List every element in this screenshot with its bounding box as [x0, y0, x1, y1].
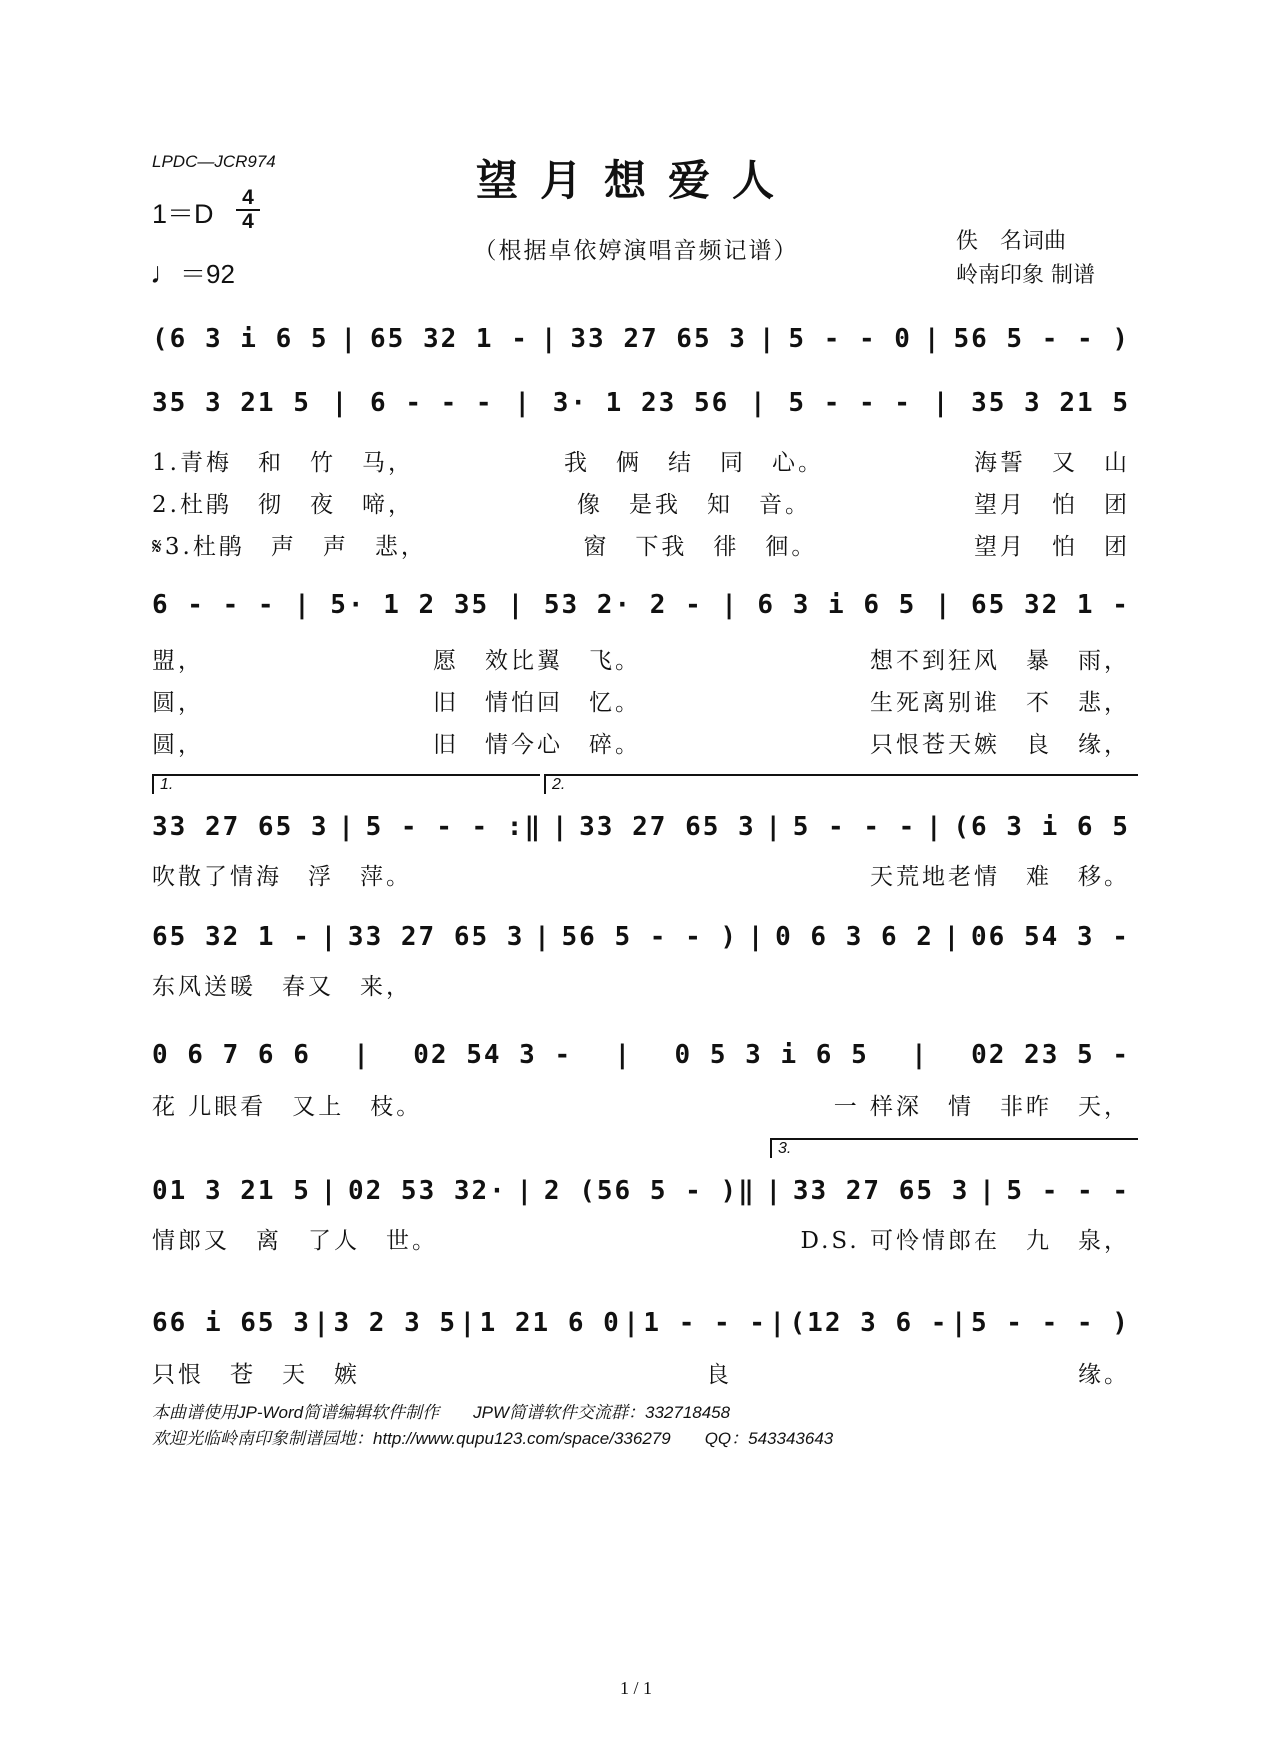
measure: 0 5 3 i 6 5: [674, 1040, 869, 1070]
lyric-line: [152, 642, 1130, 675]
volta-bracket: 1.: [152, 774, 540, 794]
notation-system-8: [152, 1308, 1130, 1338]
lyric-line: [152, 1088, 1130, 1121]
barline: |: [320, 922, 339, 952]
barline: |: [540, 324, 559, 354]
barline: |: [769, 1308, 788, 1338]
measure: 0 6 7 6 6: [152, 1040, 311, 1070]
measure: 01 3 21 5: [152, 1176, 311, 1206]
tempo-marking: [150, 254, 235, 291]
lyric-fragment: 我 俩 结 同 心。: [563, 450, 824, 476]
lyric-line: [152, 486, 1130, 519]
measure: 56 5 - - ): [953, 324, 1130, 354]
barline: |: [747, 922, 766, 952]
measure: 02 53 32·: [347, 1176, 507, 1206]
lyric-fragment: 窗 下我 徘 徊。: [583, 534, 818, 560]
barline: |: [320, 1176, 339, 1206]
measure: 5 - - -: [792, 812, 917, 842]
lyric-line: [152, 1222, 1130, 1255]
barline: |: [750, 388, 768, 418]
barline: |: [551, 812, 570, 842]
measure: 5· 1 2 35: [330, 590, 490, 620]
lyric-fragment: 2.杜鹃 彻 夜 啼，: [152, 492, 414, 518]
measure: 5 - - - :‖: [365, 812, 543, 842]
key-signature: 1＝D: [152, 199, 214, 229]
footer-software-note: 本曲谱使用JP-Word简谱编辑软件制作 JPW简谱软件交流群：332718458: [152, 1403, 731, 1422]
measure: 02 54 3 -: [413, 1040, 573, 1070]
lyric-line: [152, 726, 1130, 759]
barline: |: [459, 1308, 478, 1338]
lyric-line: [152, 858, 1130, 891]
measure: 33 27 65 3: [347, 922, 525, 952]
notation-system-1: [152, 324, 1130, 354]
measure: 33 27 65 3: [152, 812, 329, 842]
barline: |: [516, 1176, 535, 1206]
measure: 6 3 i 6 5: [757, 590, 917, 620]
lyric-line: [152, 444, 1130, 477]
measure: 56 5 - - ): [561, 922, 739, 952]
barline: |: [721, 590, 739, 620]
barline: |: [911, 1040, 929, 1070]
time-signature: [236, 188, 260, 232]
lyric-fragment: 像 是我 知 音。: [576, 492, 811, 518]
measure: 1 21 6 0: [479, 1308, 621, 1338]
measure: 66 i 65 3: [152, 1308, 311, 1338]
measure: (6 3 i 6 5: [953, 812, 1130, 842]
measure: 65 32 1 -: [152, 922, 311, 952]
lyric-fragment: 愿 效比翼 飞。: [433, 648, 641, 674]
lyric-fragment: 天荒地老情 难 移。: [870, 864, 1130, 890]
lyric-fragment: 旧 情怕回 忆。: [433, 690, 641, 716]
barline: |: [507, 590, 526, 620]
measure: (12 3 6 -: [789, 1308, 949, 1338]
lyric-fragment: 生死离别谁 不 悲，: [870, 690, 1130, 716]
measure: 35 3 21 5: [152, 388, 311, 418]
barline: |: [758, 324, 777, 354]
barline: |: [514, 388, 532, 418]
lyric-fragment: 东风送暖 春又 来，: [152, 974, 412, 1000]
time-numerator: 4: [242, 186, 254, 209]
barline: |: [534, 922, 552, 952]
measure: 3· 1 23 56: [552, 388, 730, 418]
lyric-fragment: 缘。: [1078, 1362, 1130, 1388]
lyric-fragment: 旧 情今心 碎。: [433, 732, 641, 758]
measure: 65 32 1 -: [370, 324, 529, 354]
measure: 5 - - -: [788, 388, 912, 418]
measure: 02 23 5 -: [971, 1040, 1130, 1070]
barline: |: [331, 388, 350, 418]
notation-system-2: [152, 388, 1130, 418]
barline: |: [926, 812, 944, 842]
measure: 0 6 3 6 2: [775, 922, 934, 952]
lyric-fragment: 1.青梅 和 竹 马，: [152, 450, 414, 476]
lyric-fragment: 一 样深 情 非昨 天，: [833, 1094, 1130, 1120]
measure: 5 - - - ): [970, 1308, 1130, 1338]
measure: 2 (56 5 - )‖: [543, 1176, 756, 1206]
lyric-fragment: 情郎又 离 了人 世。: [152, 1228, 438, 1254]
lyric-fragment: 良: [706, 1362, 732, 1388]
time-denominator: 4: [242, 210, 254, 233]
measure: 5 - - -: [1006, 1176, 1130, 1206]
measure: 6 - - -: [370, 388, 494, 418]
lyric-fragment: 𝄋3.杜鹃 声 声 悲，: [152, 534, 427, 560]
volta-bracket: 2.: [544, 774, 1138, 794]
song-title: 望月想爱人: [475, 156, 796, 205]
lyric-line: [152, 528, 1130, 561]
lyric-line: [152, 684, 1130, 717]
notation-system-6: [152, 1040, 1130, 1070]
measure: 33 27 65 3: [579, 812, 756, 842]
measure: 6 - - -: [152, 590, 276, 620]
lyric-fragment: D.S. 可怜情郎在 九 泉，: [800, 1228, 1130, 1254]
barline: |: [313, 1308, 331, 1338]
credit-transcriber: 岭南印象 制谱: [956, 263, 1095, 288]
barline: |: [765, 812, 784, 842]
measure: (6 3 i 6 5: [152, 324, 329, 354]
lyric-fragment: 吹散了情海 浮 萍。: [152, 864, 412, 890]
barline: |: [353, 1040, 371, 1070]
barline: |: [934, 590, 953, 620]
barline: |: [923, 324, 942, 354]
lyric-fragment: 海誓 又 山: [973, 450, 1130, 476]
measure: 1 - - -: [643, 1308, 767, 1338]
notation-system-3: [152, 590, 1130, 620]
lyric-fragment: 望月 怕 团: [973, 492, 1130, 518]
lyric-line: [152, 1356, 1130, 1389]
barline: |: [623, 1308, 641, 1338]
lyric-line: [152, 968, 1130, 1001]
measure: 35 3 21 5: [971, 388, 1130, 418]
barline: |: [614, 1040, 633, 1070]
tempo-value: ＝92: [180, 259, 235, 289]
measure: 53 2· 2 -: [543, 590, 703, 620]
lyric-fragment: 想不到狂风 暴 雨，: [870, 648, 1130, 674]
measure: 3 2 3 5: [333, 1308, 458, 1338]
measure: 06 54 3 -: [971, 922, 1130, 952]
volta-bracket: 3.: [770, 1138, 1138, 1158]
measure: 5 - - 0: [788, 324, 912, 354]
credit-author: 佚 名词曲: [956, 229, 1067, 254]
barline: |: [979, 1176, 997, 1206]
lyric-fragment: 圆，: [152, 732, 204, 758]
page-number: 1 / 1: [619, 1678, 652, 1698]
measure: 33 27 65 3: [570, 324, 747, 354]
lyric-fragment: 望月 怕 团: [974, 534, 1130, 560]
barline: |: [943, 922, 962, 952]
barline: |: [765, 1176, 784, 1206]
measure: 33 27 65 3: [792, 1176, 970, 1206]
lyric-fragment: 圆，: [152, 690, 204, 716]
barline: |: [340, 324, 359, 354]
lyric-fragment: 只恨 苍 天 嫉: [152, 1362, 360, 1388]
measure: 65 32 1 -: [971, 590, 1130, 620]
lyric-fragment: 盟，: [152, 648, 204, 674]
footer-website-note: 欢迎光临岭南印象制谱园地：http://www.qupu123.com/space/336279 QQ：543343643: [152, 1429, 834, 1448]
barline: |: [950, 1308, 969, 1338]
quarter-note-icon: ♩: [150, 257, 180, 290]
barline: |: [294, 590, 312, 620]
barline: |: [932, 388, 951, 418]
notation-system-7: [152, 1176, 1130, 1206]
song-subtitle: （根据卓依婷演唱音频记谱）: [473, 238, 799, 264]
lyric-fragment: 花 儿眼看 又上 枝。: [152, 1094, 423, 1120]
notation-system-4: [152, 812, 1130, 842]
barline: |: [338, 812, 356, 842]
lyric-fragment: 只恨苍天嫉 良 缘，: [870, 732, 1130, 758]
catalog-number: LPDC—JCR974: [152, 152, 276, 171]
notation-system-5: [152, 922, 1130, 952]
